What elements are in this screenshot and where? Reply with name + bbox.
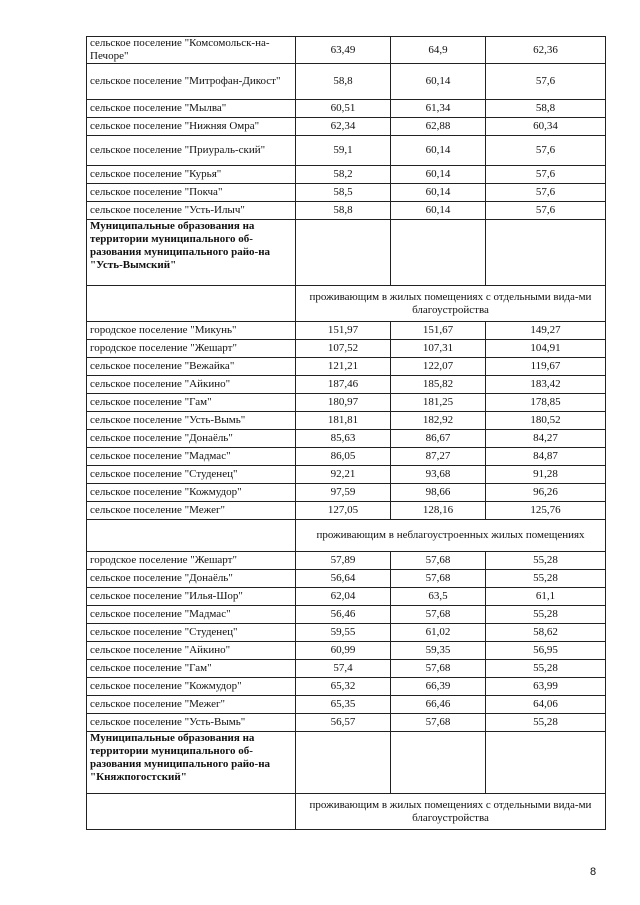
municipality-name-cell: сельское поселение "Нижняя Омра" [87, 118, 296, 136]
value-cell: 121,21 [296, 358, 391, 376]
value-cell: 58,62 [486, 624, 606, 642]
municipality-name-cell: сельское поселение "Студенец" [87, 466, 296, 484]
section-header-row [87, 220, 606, 286]
value-cell: 60,34 [486, 118, 606, 136]
value-cell: 56,46 [296, 606, 391, 624]
table-row [87, 166, 606, 184]
municipality-name-cell: городское поселение "Жешарт" [87, 552, 296, 570]
table-row [87, 394, 606, 412]
table-row [87, 118, 606, 136]
value-cell: 178,85 [486, 394, 606, 412]
value-cell: 84,27 [486, 430, 606, 448]
value-cell: 60,14 [391, 202, 486, 220]
value-cell: 55,28 [486, 714, 606, 732]
empty-cell [87, 794, 296, 830]
value-cell: 128,16 [391, 502, 486, 520]
value-cell: 183,42 [486, 376, 606, 394]
table-row [87, 606, 606, 624]
table-row [87, 184, 606, 202]
value-cell: 92,21 [296, 466, 391, 484]
value-cell: 56,64 [296, 570, 391, 588]
value-cell: 58,2 [296, 166, 391, 184]
value-cell: 57,6 [486, 184, 606, 202]
municipality-name-cell: сельское поселение "Межег" [87, 502, 296, 520]
section-header-cell: Муниципальные образования на территории муниципального об-разования муниципального райо-на "Княжпогостский" [87, 732, 296, 794]
tariff-table [86, 36, 606, 830]
category-row [87, 520, 606, 552]
municipality-name-cell: сельское поселение "Усть-Илыч" [87, 202, 296, 220]
value-cell: 63,49 [296, 37, 391, 64]
table-row [87, 448, 606, 466]
municipality-name-cell: сельское поселение "Кожмудор" [87, 678, 296, 696]
value-cell: 180,97 [296, 394, 391, 412]
empty-cell [391, 732, 486, 794]
value-cell: 59,35 [391, 642, 486, 660]
municipality-name-cell: сельское поселение "Айкино" [87, 376, 296, 394]
value-cell: 127,05 [296, 502, 391, 520]
municipality-name-cell: городское поселение "Микунь" [87, 322, 296, 340]
value-cell: 57,6 [486, 136, 606, 166]
value-cell: 98,66 [391, 484, 486, 502]
table-row [87, 430, 606, 448]
category-row [87, 286, 606, 322]
value-cell: 65,35 [296, 696, 391, 714]
municipality-name-cell: сельское поселение "Курья" [87, 166, 296, 184]
value-cell: 84,87 [486, 448, 606, 466]
table-row [87, 412, 606, 430]
municipality-name-cell: сельское поселение "Кожмудор" [87, 484, 296, 502]
value-cell: 64,9 [391, 37, 486, 64]
value-cell: 122,07 [391, 358, 486, 376]
municipality-name-cell: сельское поселение "Покча" [87, 184, 296, 202]
municipality-name-cell: сельское поселение "Вежайка" [87, 358, 296, 376]
value-cell: 60,51 [296, 100, 391, 118]
value-cell: 182,92 [391, 412, 486, 430]
value-cell: 56,57 [296, 714, 391, 732]
table-row [87, 37, 606, 64]
value-cell: 57,68 [391, 606, 486, 624]
value-cell: 60,14 [391, 64, 486, 100]
value-cell: 61,02 [391, 624, 486, 642]
value-cell: 57,6 [486, 64, 606, 100]
empty-cell [391, 220, 486, 286]
value-cell: 64,06 [486, 696, 606, 714]
empty-cell [296, 220, 391, 286]
municipality-name-cell: сельское поселение "Донаёль" [87, 570, 296, 588]
value-cell: 149,27 [486, 322, 606, 340]
table-row [87, 358, 606, 376]
value-cell: 59,55 [296, 624, 391, 642]
value-cell: 55,28 [486, 552, 606, 570]
value-cell: 60,14 [391, 136, 486, 166]
value-cell: 87,27 [391, 448, 486, 466]
table-row [87, 502, 606, 520]
value-cell: 96,26 [486, 484, 606, 502]
value-cell: 57,68 [391, 714, 486, 732]
value-cell: 57,4 [296, 660, 391, 678]
value-cell: 63,99 [486, 678, 606, 696]
municipality-name-cell: сельское поселение "Гам" [87, 660, 296, 678]
value-cell: 119,67 [486, 358, 606, 376]
value-cell: 58,8 [296, 64, 391, 100]
value-cell: 66,39 [391, 678, 486, 696]
table-row [87, 100, 606, 118]
table-row [87, 552, 606, 570]
municipality-name-cell: городское поселение "Жешарт" [87, 340, 296, 358]
value-cell: 63,5 [391, 588, 486, 606]
value-cell: 57,68 [391, 552, 486, 570]
value-cell: 60,99 [296, 642, 391, 660]
page-number: 8 [590, 866, 597, 878]
table-row [87, 340, 606, 358]
value-cell: 55,28 [486, 660, 606, 678]
value-cell: 56,95 [486, 642, 606, 660]
value-cell: 104,91 [486, 340, 606, 358]
table-row [87, 484, 606, 502]
municipality-name-cell: сельское поселение "Мылва" [87, 100, 296, 118]
value-cell: 185,82 [391, 376, 486, 394]
value-cell: 57,6 [486, 202, 606, 220]
category-row [87, 794, 606, 830]
table-row [87, 624, 606, 642]
empty-cell [486, 732, 606, 794]
value-cell: 66,46 [391, 696, 486, 714]
municipality-name-cell: сельское поселение "Донаёль" [87, 430, 296, 448]
municipality-name-cell: сельское поселение "Межег" [87, 696, 296, 714]
value-cell: 97,59 [296, 484, 391, 502]
municipality-name-cell: сельское поселение "Усть-Вымь" [87, 412, 296, 430]
table-row [87, 678, 606, 696]
value-cell: 57,68 [391, 660, 486, 678]
empty-cell [87, 286, 296, 322]
value-cell: 60,14 [391, 166, 486, 184]
value-cell: 85,63 [296, 430, 391, 448]
value-cell: 187,46 [296, 376, 391, 394]
value-cell: 91,28 [486, 466, 606, 484]
municipality-name-cell: сельское поселение "Митрофан-Дикост" [87, 64, 296, 100]
value-cell: 62,88 [391, 118, 486, 136]
value-cell: 181,81 [296, 412, 391, 430]
value-cell: 60,14 [391, 184, 486, 202]
value-cell: 61,34 [391, 100, 486, 118]
table-row [87, 696, 606, 714]
municipality-name-cell: сельское поселение "Илья-Шор" [87, 588, 296, 606]
value-cell: 55,28 [486, 606, 606, 624]
table-row [87, 202, 606, 220]
value-cell: 58,5 [296, 184, 391, 202]
table-row [87, 376, 606, 394]
value-cell: 58,8 [486, 100, 606, 118]
empty-cell [87, 520, 296, 552]
value-cell: 125,76 [486, 502, 606, 520]
table-row [87, 714, 606, 732]
value-cell: 86,05 [296, 448, 391, 466]
table-row [87, 136, 606, 166]
empty-cell [296, 732, 391, 794]
value-cell: 180,52 [486, 412, 606, 430]
value-cell: 181,25 [391, 394, 486, 412]
category-label-cell: проживающим в неблагоустроенных жилых помещениях [296, 520, 606, 552]
table-row [87, 322, 606, 340]
value-cell: 151,97 [296, 322, 391, 340]
municipality-name-cell: сельское поселение "Гам" [87, 394, 296, 412]
tariff-table-body [87, 37, 606, 830]
value-cell: 58,8 [296, 202, 391, 220]
value-cell: 62,34 [296, 118, 391, 136]
value-cell: 57,68 [391, 570, 486, 588]
value-cell: 107,31 [391, 340, 486, 358]
municipality-name-cell: сельское поселение "Мадмас" [87, 448, 296, 466]
value-cell: 59,1 [296, 136, 391, 166]
value-cell: 61,1 [486, 588, 606, 606]
value-cell: 107,52 [296, 340, 391, 358]
value-cell: 62,36 [486, 37, 606, 64]
municipality-name-cell: сельское поселение "Комсомольск-на-Печоре" [87, 37, 296, 64]
empty-cell [486, 220, 606, 286]
municipality-name-cell: сельское поселение "Приураль-ский" [87, 136, 296, 166]
category-label-cell: проживающим в жилых помещениях с отдельными вида-ми благоустройства [296, 794, 606, 830]
table-row [87, 642, 606, 660]
value-cell: 65,32 [296, 678, 391, 696]
municipality-name-cell: сельское поселение "Усть-Вымь" [87, 714, 296, 732]
value-cell: 86,67 [391, 430, 486, 448]
value-cell: 57,6 [486, 166, 606, 184]
value-cell: 57,89 [296, 552, 391, 570]
table-row [87, 660, 606, 678]
section-header-cell: Муниципальные образования на территории муниципального об-разования муниципального райо-на "Усть-Вымский" [87, 220, 296, 286]
table-row [87, 570, 606, 588]
table-row [87, 466, 606, 484]
municipality-name-cell: сельское поселение "Мадмас" [87, 606, 296, 624]
municipality-name-cell: сельское поселение "Айкино" [87, 642, 296, 660]
value-cell: 62,04 [296, 588, 391, 606]
municipality-name-cell: сельское поселение "Студенец" [87, 624, 296, 642]
category-label-cell: проживающим в жилых помещениях с отдельными вида-ми благоустройства [296, 286, 606, 322]
section-header-row [87, 732, 606, 794]
value-cell: 93,68 [391, 466, 486, 484]
table-row [87, 588, 606, 606]
value-cell: 151,67 [391, 322, 486, 340]
value-cell: 55,28 [486, 570, 606, 588]
table-row [87, 64, 606, 100]
